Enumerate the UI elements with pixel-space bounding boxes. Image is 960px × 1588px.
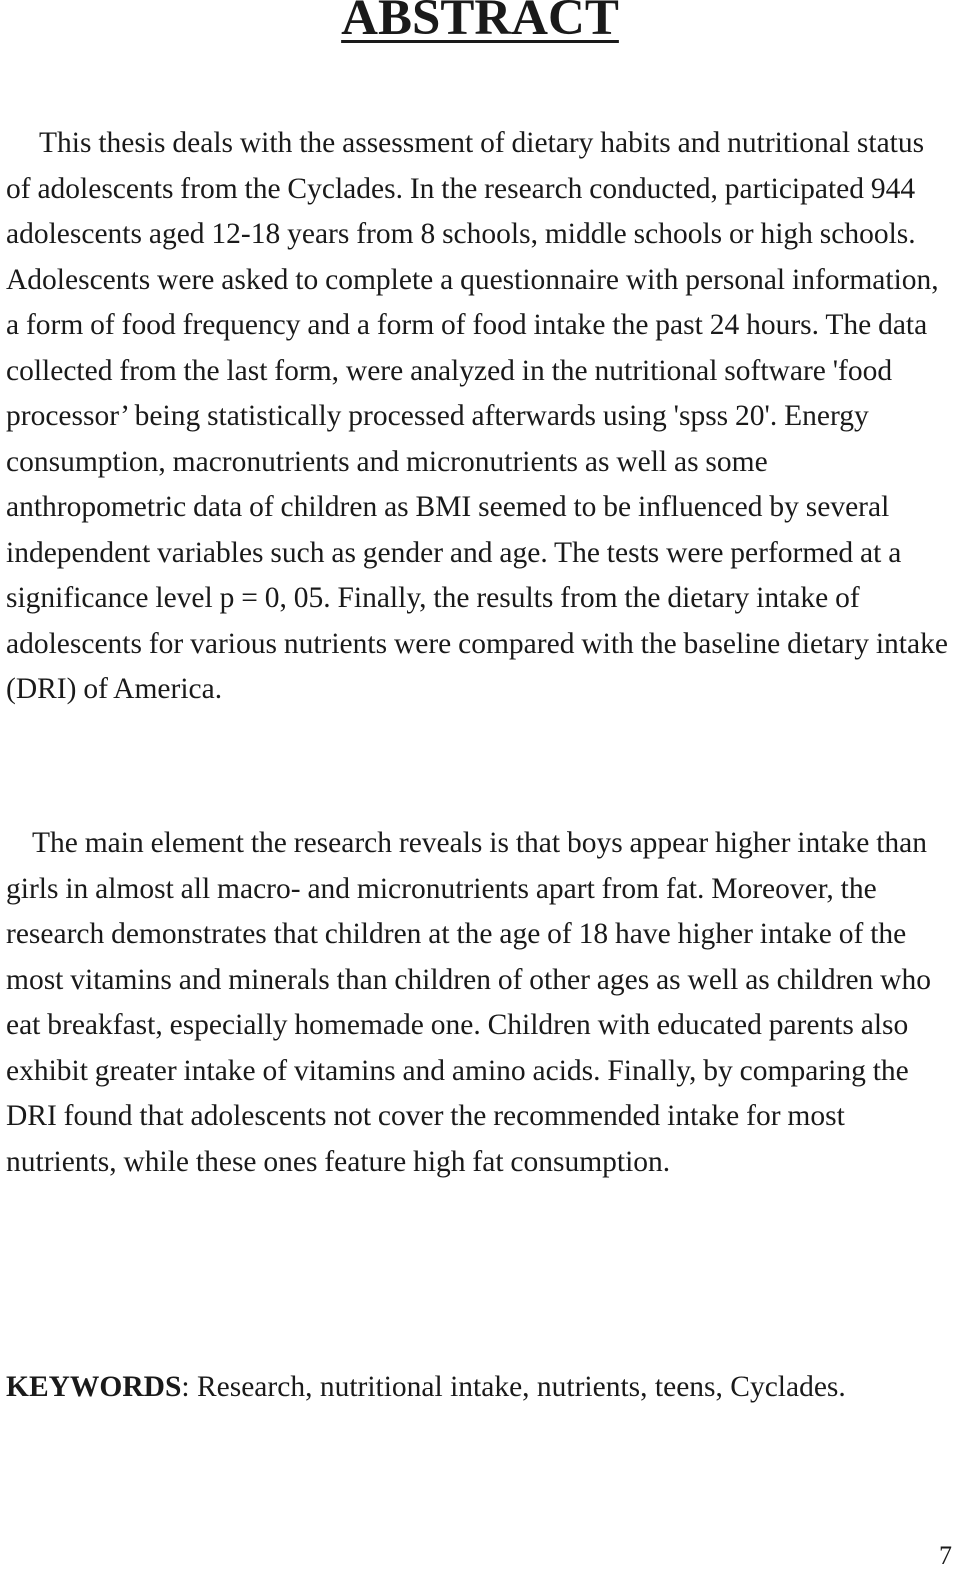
abstract-paragraph-2: The main element the research reveals is that boys appear higher intake than girls in almost all macro- and micronutrients apart from fat. Moreover, the research demonstrates that children at the age of 18 have higher intake of the most vitamins and minerals than children of other ages as well as children who eat breakfast, especially homemade one. Children with educated parents also exhibit greater intake of vitamins and amino acids. Finally, by comparing the DRI found that adolescents not cover the recommended intake for most nutrients, while these ones feature high fat consumption. bbox=[6, 827, 931, 1178]
keywords-label: KEYWORDS bbox=[6, 1371, 182, 1403]
keywords-line bbox=[6, 1365, 886, 1411]
page-number: 7 bbox=[939, 1541, 952, 1570]
page-title bbox=[0, 0, 960, 50]
keywords-text: : Research, nutritional intake, nutrients, teens, Cyclades. bbox=[181, 1371, 846, 1403]
title-text: ABSTRACT bbox=[341, 0, 619, 46]
abstract-paragraph-1: This thesis deals with the assessment of dietary habits and nutritional status of adolescents from the Cyclades. In the research conducted, participated 944 adolescents aged 12-18 years from 8 schools, middle schools or high schools. Adolescents were asked to complete a questionnaire with personal information, a form of food frequency and a form of food intake the past 24 hours. The data collected from the last form, were analyzed in the nutritional software 'food processor’ being statistically processed afterwards using 'spss 20'. Energy consumption, macronutrients and micronutrients as well as some anthropometric data of children as BMI seemed to be influenced by several independent variables such as gender and age. The tests were performed at a significance level p = 0, 05. Finally, the results from the dietary intake of adolescents for various nutrients were compared with the baseline dietary intake (DRI) of America. bbox=[6, 127, 948, 705]
